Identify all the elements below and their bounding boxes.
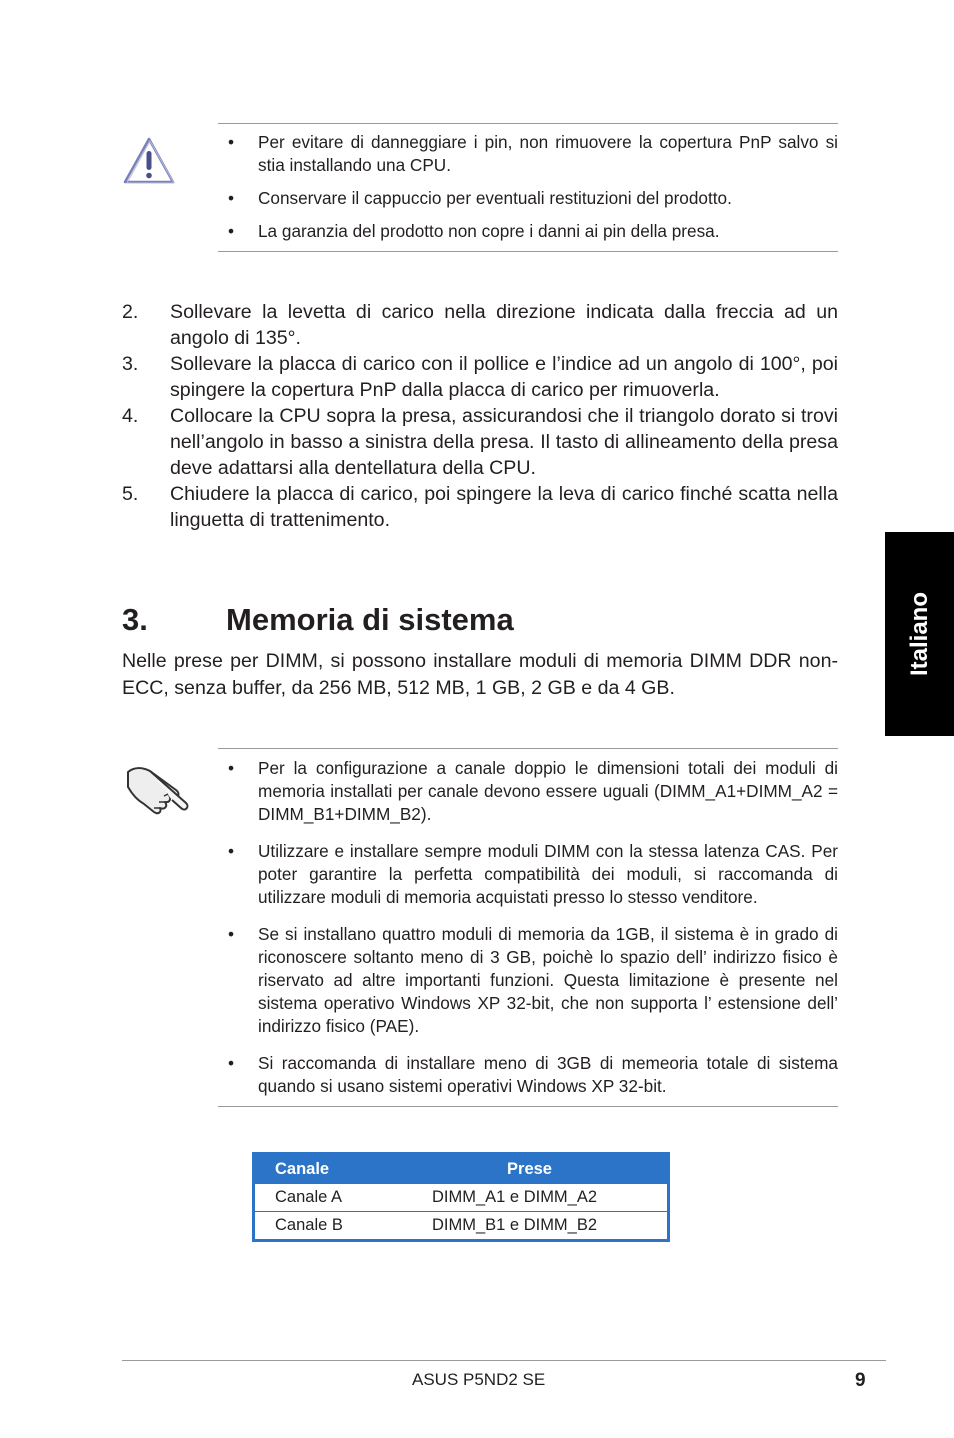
page-number: 9 — [855, 1370, 866, 1391]
column-header-prese: Prese — [432, 1154, 669, 1184]
installation-steps — [122, 299, 838, 533]
footer-rule — [122, 1360, 886, 1361]
table-cell: DIMM_B1 e DIMM_B2 — [432, 1212, 669, 1241]
caution-note: • Conservare il cappuccio per eventuali restituzioni del prodotto. — [228, 188, 732, 208]
memory-note: • Per la configurazione a canale doppio le dimensioni totali dei moduli di memoria installati per canale devono essere uguali (DIMM_A1+DIMM_A2 = DIMM_B1+DIMM_B2). — [228, 758, 838, 824]
memory-notes-bottom-rule — [218, 1106, 838, 1107]
step-item: 5. Chiudere la placca di carico, poi spingere la leva di carico finché scatta nella linguetta di trattenimento. — [122, 483, 838, 531]
caution-bottom-rule — [218, 251, 838, 252]
step-item: 3. Sollevare la placca di carico con il pollice e l’indice ad un angolo di 100°, poi spingere la copertura PnP dalla placca di carico per rimuoverla. — [122, 353, 838, 401]
memory-notes — [218, 757, 838, 1098]
step-item: 2. Sollevare la levetta di carico nella direzione indicata dalla freccia ad un angolo di 135°. — [122, 301, 838, 349]
memory-note: • Se si installano quattro moduli di memoria da 1GB, il sistema è in grado di riconoscere soltanto meno di 3 GB, poichè lo spazio dell’ indirizzo fisico è riservato ad altre importanti funzioni. Questa limitazione è presente nel sistema operativo Windows XP 32-bit, che non supporta l’ estensione dell’ indirizzo fisico (PAE). — [228, 924, 838, 1036]
footer-product-name: ASUS P5ND2 SE — [412, 1370, 546, 1389]
memory-notes-top-rule — [218, 748, 838, 749]
caution-notes — [218, 131, 838, 243]
column-header-canale: Canale — [254, 1154, 433, 1184]
table-row — [254, 1184, 669, 1212]
memory-note: • Utilizzare e installare sempre moduli DIMM con la stessa latenza CAS. Per poter garantire la perfetta compatibilità dei moduli, si raccomanda di utilizzare moduli di memoria acquistati presso lo stesso venditore. — [228, 841, 838, 907]
section-title: 3. Memoria di sistema — [122, 602, 514, 637]
channel-table — [252, 1152, 670, 1242]
caution-note: • La garanzia del prodotto non copre i danni ai pin della presa. — [228, 221, 720, 241]
language-side-tab: Italiano — [885, 532, 954, 736]
pointing-hand-icon — [124, 758, 194, 818]
warning-triangle-icon — [122, 136, 176, 186]
table-header-row — [254, 1154, 669, 1184]
section-intro: Nelle prese per DIMM, si possono installare moduli di memoria DIMM DDR non-ECC, senza buffer, da 256 MB, 512 MB, 1 GB, 2 GB e da 4 GB. — [122, 650, 838, 699]
caution-note: • Per evitare di danneggiare i pin, non rimuovere la copertura PnP salvo si stia installando una CPU. — [228, 132, 838, 175]
memory-note: • Si raccomanda di installare meno di 3GB di memeoria totale di sistema quando si usano sistemi operativi Windows XP 32-bit. — [228, 1053, 838, 1096]
table-row — [254, 1212, 669, 1241]
table-cell: DIMM_A1 e DIMM_A2 — [432, 1184, 669, 1212]
caution-top-rule — [218, 123, 838, 124]
table-cell: Canale B — [254, 1212, 433, 1241]
table-cell: Canale A — [254, 1184, 433, 1212]
step-item: 4. Collocare la CPU sopra la presa, assicurandosi che il triangolo dorato si trovi nell’angolo in basso a sinistra della presa. Il tasto di allineamento della presa deve adattarsi alla dentellatura della CPU. — [122, 405, 838, 479]
